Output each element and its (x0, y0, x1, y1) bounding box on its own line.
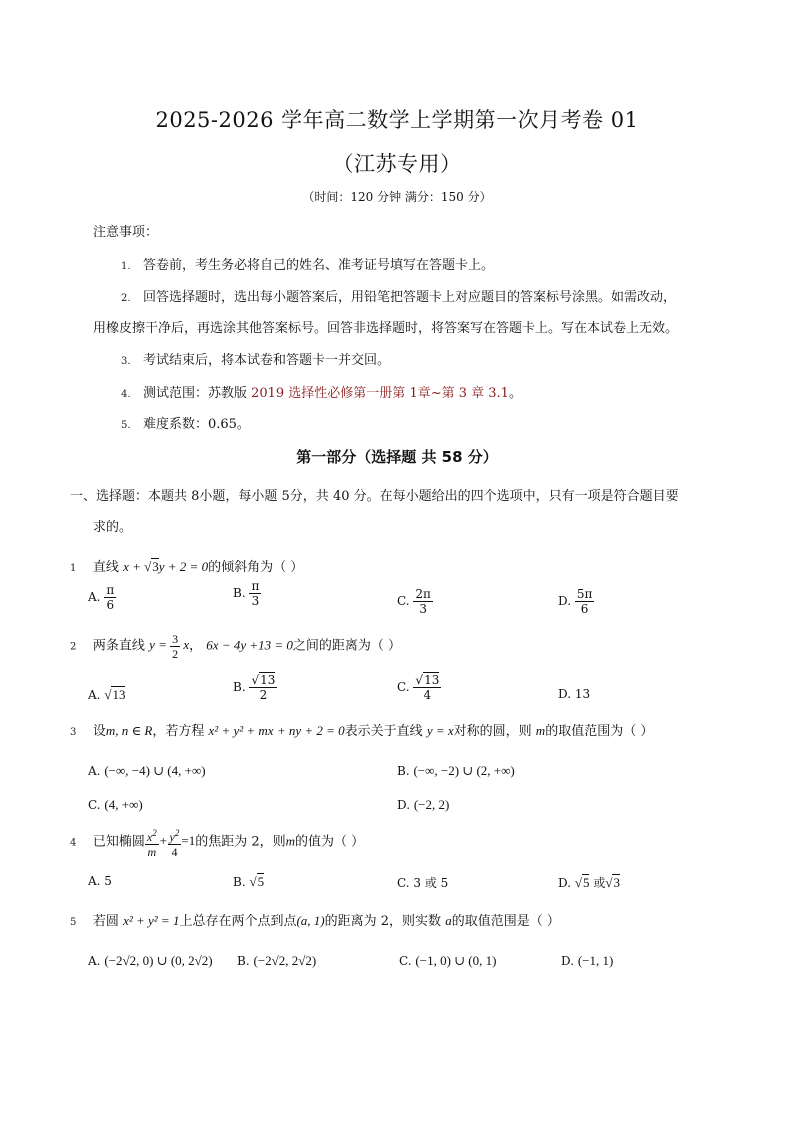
notice-item-2-cont: 用橡皮擦干净后，再选涂其他答案标号。回答非选择题时，将答案写在答题卡上。写在本试卷上无效。 (93, 321, 679, 336)
q1-equation: x + √3y + 2 = 0 (123, 559, 209, 574)
q3-option-b[interactable]: B. (−∞, −2) ∪ (2, +∞) (397, 763, 515, 778)
q1-option-b[interactable]: B. $\frac{\pi}{3}$ (233, 579, 260, 608)
notice-item-3: 3. 考试结束后，将本试卷和答题卡一并交回。 (121, 353, 390, 368)
notice-item-5: 5. 难度系数：0.65。 (121, 417, 250, 432)
fraction: $\frac{5\pi}{6}$ (576, 587, 593, 616)
notice-heading: 注意事项： (93, 225, 159, 240)
q2-option-d[interactable]: D. 13 (558, 687, 591, 701)
q5-option-d[interactable]: D. (−1, 1) (561, 953, 614, 968)
question-3: 3 设m, n ∈ R，若方程 x² + y² + mx + ny + 2 = 0表示关于直线 y = x对称的圆，则 m的取值范围为（ ） (70, 723, 654, 739)
q3-option-a[interactable]: A. (−∞, −4) ∪ (4, +∞) (88, 763, 206, 778)
section-intro: 一、选择题：本题共 8小题，每小题 5分，共 40 分。在每小题给出的四个选项中，只有一项是符合题目要 (70, 489, 679, 504)
exam-title: 2025-2026 学年高二数学上学期第一次月考卷 01 (155, 108, 639, 132)
exam-subtitle: （江苏专用） (332, 152, 462, 176)
q5-option-a[interactable]: A. (−2√2, 0) ∪ (0, 2√2) (88, 953, 213, 968)
q5-option-b[interactable]: B. (−2√2, 2√2) (237, 953, 317, 968)
q1-option-c[interactable]: C. $\frac{2\pi}{3}$ (397, 587, 431, 616)
fraction: $\frac{2\pi}{3}$ (415, 587, 431, 616)
fraction: $\frac{√13}{4}$ (415, 673, 440, 702)
question-5: 5 若圆 x² + y² = 1上总存在两个点到点(a, 1)的距离为 2，则实数 a的取值范围是（ ） (70, 913, 560, 929)
q3-option-c[interactable]: C. (4, +∞) (88, 797, 143, 812)
q4-option-c[interactable]: C. 3 或 5 (397, 876, 449, 890)
question-2: 2 两条直线 y = $\frac{3}{2}$ x， 6x − 4y +13 = 0之间的距离为（ ） (70, 632, 402, 661)
q4-option-a[interactable]: A. 5 (88, 874, 112, 888)
q2-option-b[interactable]: B. $\frac{√13}{2}$ (233, 673, 276, 702)
question-4: 4 已知椭圆 $\frac{x^2}{m}$ + $\frac{y^2}{4}$ =1的焦距为 2，则m的值为（ ） (70, 828, 365, 859)
q4-equation: $\frac{x^2}{m}$ + $\frac{y^2}{4}$ =1 (146, 828, 196, 859)
fraction: $\frac{√13}{2}$ (251, 673, 276, 702)
fraction: $\frac{\pi}{6}$ (106, 583, 115, 612)
q4-option-b[interactable]: B. √5 (233, 874, 265, 889)
section-intro-cont: 求的。 (93, 520, 133, 535)
q2-line2: 6x − 4y +13 = 0 (206, 637, 293, 653)
notice-item-2: 2. 回答选择题时，选出每小题答案后，用铅笔把答题卡上对应题目的答案标号涂黑。如需改动， (121, 290, 676, 305)
test-range: 2019 选择性必修第一册第 1章~第 3 章 3.1 (251, 386, 509, 401)
notice-item-4: 4. 测试范围：苏教版 2019 选择性必修第一册第 1章~第 3 章 3.1。 (121, 386, 522, 401)
q3-option-d[interactable]: D. (−2, 2) (397, 797, 450, 812)
time-info: （时间：120 分钟 满分：150 分） (302, 190, 492, 204)
notice-item-1: 1. 答卷前，考生务必将自己的姓名、准考证号填写在答题卡上。 (121, 258, 494, 273)
q4-option-d[interactable]: D. √5 或√3 (558, 875, 620, 890)
q1-option-d[interactable]: D. $\frac{5\pi}{6}$ (558, 587, 593, 616)
q2-option-c[interactable]: C. $\frac{√13}{4}$ (397, 673, 440, 702)
question-1: 1 直线 x + √3y + 2 = 0的倾斜角为（ ） (70, 559, 304, 575)
section-title: 第一部分（选择题 共 58 分） (296, 448, 498, 466)
fraction: $\frac{\pi}{3}$ (251, 579, 260, 608)
q2-line1: y = $\frac{3}{2}$ x (149, 632, 190, 661)
q2-option-a[interactable]: A. √13 (88, 687, 126, 702)
q5-option-c[interactable]: C. (−1, 0) ∪ (0, 1) (399, 953, 497, 968)
q1-option-a[interactable]: A. $\frac{\pi}{6}$ (88, 583, 115, 612)
